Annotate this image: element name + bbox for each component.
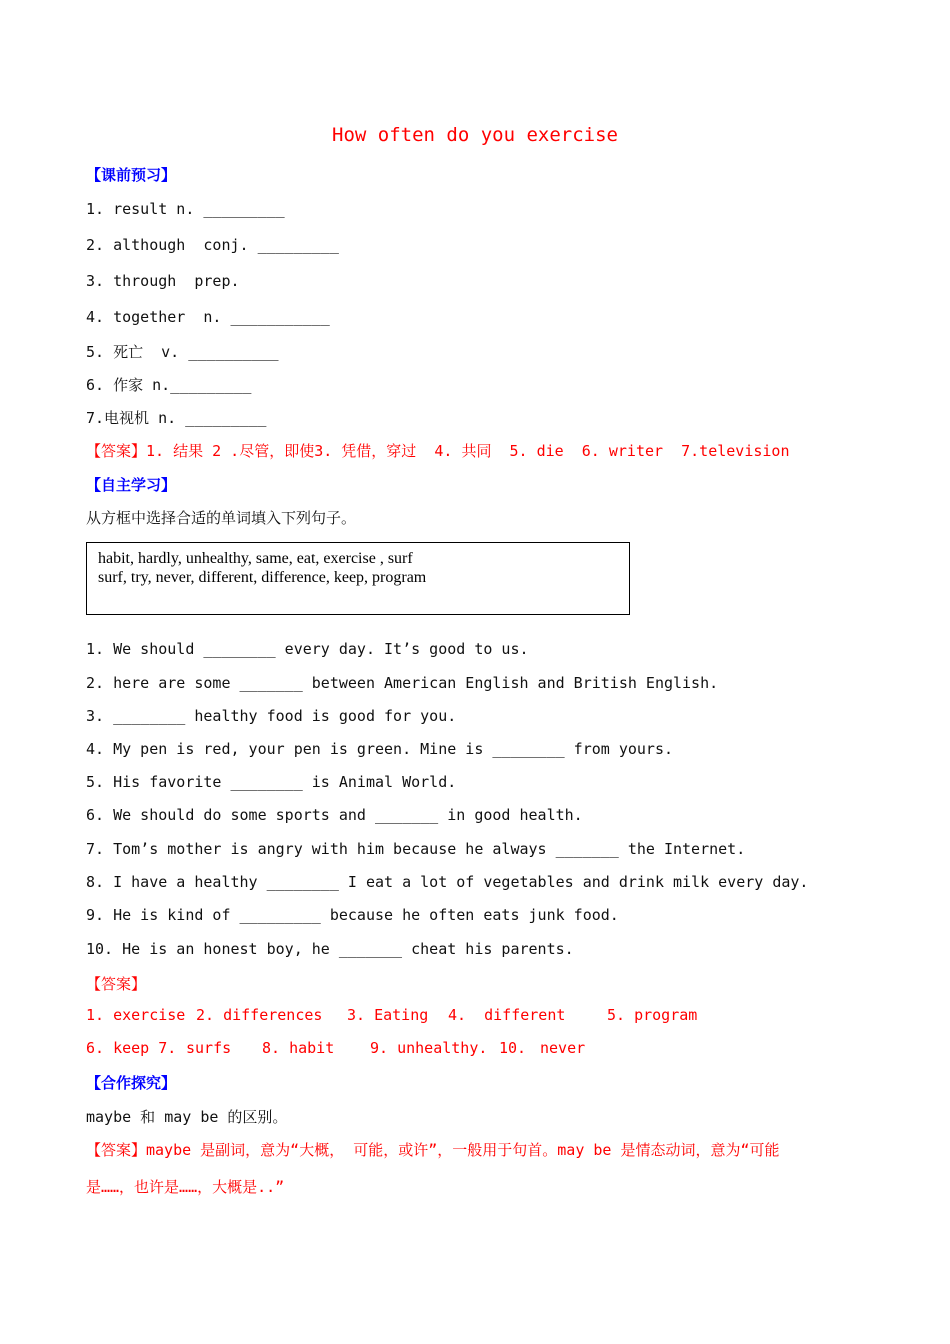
answer-item: 3. Eating xyxy=(347,1006,429,1024)
instruction-text: 从方框中选择合适的单词填入下列句子。 xyxy=(86,509,357,527)
cooperation-answer-line: 是……，也许是……，大概是..” xyxy=(86,1178,285,1196)
exercise-sentence: 10. He is an honest boy, he _______ cheat his parents. xyxy=(86,940,574,958)
section-heading-self-study: 【自主学习】 xyxy=(86,476,177,494)
answer-item: 2. differences xyxy=(196,1006,323,1024)
word-box-line: habit, hardly, unhealthy, same, eat, exercise , surf xyxy=(98,550,413,567)
cooperation-answer-line: 【答案】maybe 是副词，意为“大概， 可能，或许”，一般用于句首。may be 是情态动词，意为“可能 xyxy=(86,1141,780,1159)
exercise-sentence: 2. here are some _______ between American English and British English. xyxy=(86,674,719,692)
section-heading-cooperation: 【合作探究】 xyxy=(86,1074,177,1092)
exercise-sentence: 4. My pen is red, your pen is green. Mine is ________ from yours. xyxy=(86,740,673,758)
word-box-line: surf, try, never, different, difference, keep, program xyxy=(98,569,427,586)
exercise-sentence: 9. He is kind of _________ because he often eats junk food. xyxy=(86,906,619,924)
answer-item: surfs xyxy=(186,1039,232,1057)
section-heading-preview: 【课前预习】 xyxy=(86,166,177,184)
vocab-item: 6. 作家 n._________ xyxy=(86,376,252,394)
word-box xyxy=(86,542,630,615)
answer-item: 5. program xyxy=(607,1006,698,1024)
answer-item: 10. xyxy=(499,1039,527,1057)
vocab-item: 4. together n. ___________ xyxy=(86,308,330,326)
exercise-sentence: 6. We should do some sports and _______ in good health. xyxy=(86,806,583,824)
answer-item: 6. keep 7. xyxy=(86,1039,177,1057)
answer-item: 8. habit xyxy=(262,1039,335,1057)
vocab-item: 1. result n. _________ xyxy=(86,200,285,218)
answer-item: 4. different xyxy=(448,1006,566,1024)
answer-item: never xyxy=(540,1039,586,1057)
answer-item: 9. unhealthy. xyxy=(370,1039,488,1057)
question-text: maybe 和 may be 的区别。 xyxy=(86,1108,288,1126)
vocab-item: 7.电视机 n. _________ xyxy=(86,409,267,427)
vocab-item: 3. through prep. xyxy=(86,272,240,290)
vocab-item: 5. 死亡 v. __________ xyxy=(86,343,279,361)
exercise-sentence: 5. His favorite ________ is Animal World. xyxy=(86,773,457,791)
exercise-sentence: 8. I have a healthy ________ I eat a lot of vegetables and drink milk every day. xyxy=(86,873,809,891)
exercise-sentence: 7. Tom’s mother is angry with him because he always _______ the Internet. xyxy=(86,840,746,858)
preview-answer: 【答案】1. 结果 2 .尽管，即使3. 凭借，穿过 4. 共同 5. die 6. writer 7.television xyxy=(86,442,790,460)
answer-item: 1. exercise xyxy=(86,1006,186,1024)
exercise-sentence: 1. We should ________ every day. It’s good to us. xyxy=(86,640,529,658)
exercise-sentence: 3. ________ healthy food is good for you. xyxy=(86,707,457,725)
vocab-item: 2. although conj. _________ xyxy=(86,236,339,254)
answer-label: 【答案】 xyxy=(86,975,147,993)
document-title: How often do you exercise xyxy=(332,124,618,146)
